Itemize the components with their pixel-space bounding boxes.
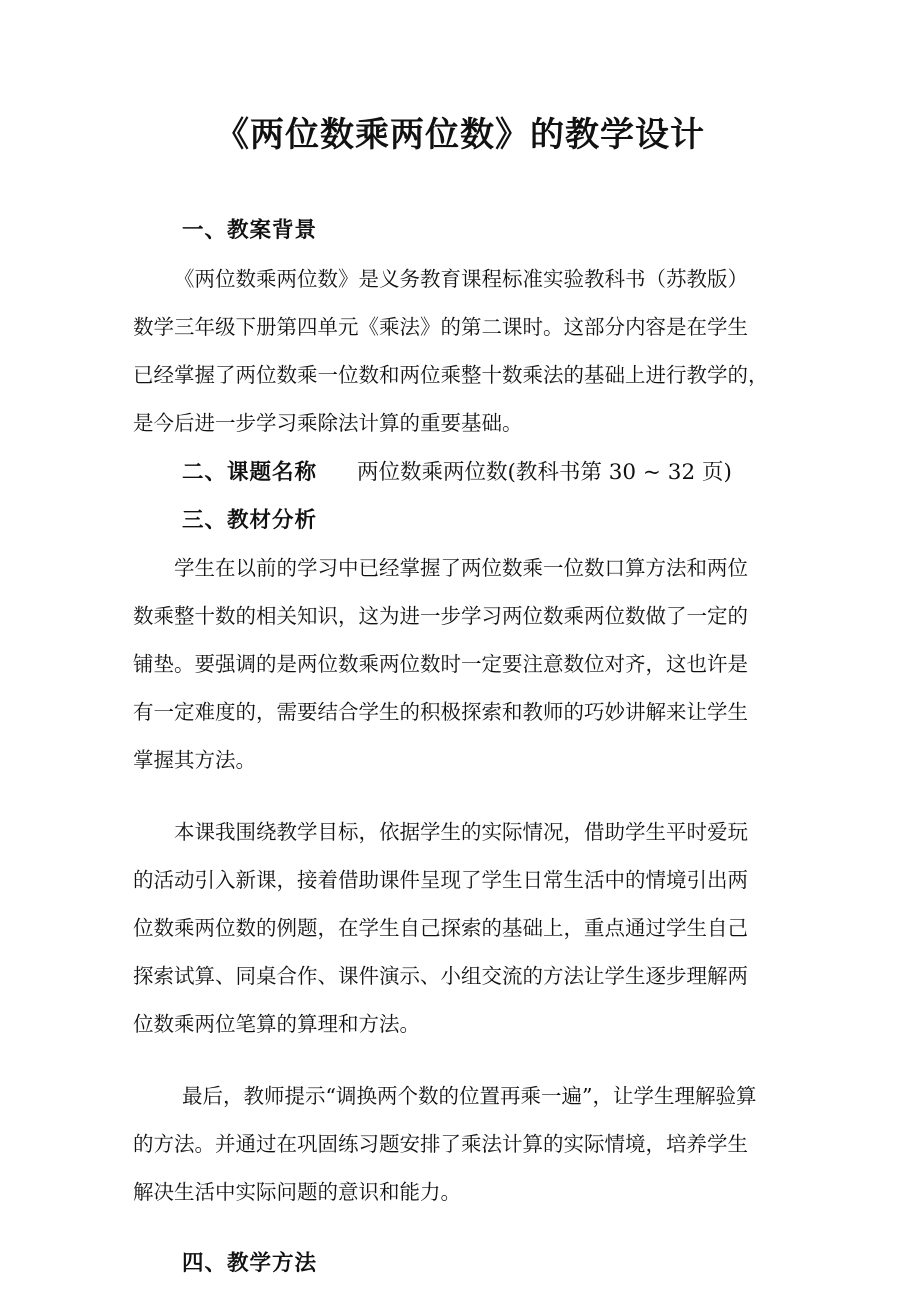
paragraph-line: 数学三年级下册第四单元《乘法》的第二课时。这部分内容是在学生 xyxy=(133,315,748,339)
course-name: 两位数乘两位数(教科书第 30 ~ 32 页) xyxy=(357,460,732,485)
section-heading-course-name xyxy=(182,458,732,488)
paragraph-line: 解决生活中实际问题的意识和能力。 xyxy=(133,1180,461,1204)
paragraph-line: 有一定难度的，需要结合学生的积极探索和教师的巧妙讲解来让学生 xyxy=(133,700,748,724)
paragraph-line: 探索试算、同桌合作、课件演示、小组交流的方法让学生逐步理解两 xyxy=(133,964,748,988)
paragraph-line: 最后，教师提示“调换两个数的位置再乘一遍”，让学生理解验算 xyxy=(182,1084,757,1108)
section-heading-teaching-methods: 四、教学方法 xyxy=(182,1251,318,1276)
section-heading-material-analysis: 三、教材分析 xyxy=(182,508,318,533)
paragraph-line: 学生在以前的学习中已经掌握了两位数乘一位数口算方法和两位 xyxy=(174,556,748,580)
paragraph-line: 《两位数乘两位数》是义务教育课程标准实验教科书（苏教版） xyxy=(174,267,748,291)
paragraph-line: 位数乘两位数的例题，在学生自己探索的基础上，重点通过学生自己 xyxy=(133,916,748,940)
page-title: 《两位数乘两位数》的教学设计 xyxy=(215,115,705,155)
paragraph-line: 的活动引入新课，接着借助课件呈现了学生日常生活中的情境引出两 xyxy=(133,868,748,892)
paragraph-line: 数乘整十数的相关知识，这为进一步学习两位数乘两位数做了一定的 xyxy=(133,604,748,628)
paragraph-line: 本课我围绕教学目标，依据学生的实际情况，借助学生平时爱玩 xyxy=(174,820,748,844)
paragraph-line: 铺垫。要强调的是两位数乘两位数时一定要注意数位对齐，这也许是 xyxy=(133,652,748,676)
section-heading-label: 二、课题名称 xyxy=(182,460,318,485)
paragraph-line: 的方法。并通过在巩固练习题安排了乘法计算的实际情境，培养学生 xyxy=(133,1132,748,1156)
paragraph-line: 已经掌握了两位数乘一位数和两位乘整十数乘法的基础上进行教学的， xyxy=(133,363,769,387)
section-heading-background: 一、教案背景 xyxy=(182,218,318,243)
paragraph-line: 是今后进一步学习乘除法计算的重要基础。 xyxy=(133,411,523,435)
paragraph-line: 位数乘两位笔算的算理和方法。 xyxy=(133,1012,420,1036)
paragraph-line: 掌握其方法。 xyxy=(133,748,256,772)
